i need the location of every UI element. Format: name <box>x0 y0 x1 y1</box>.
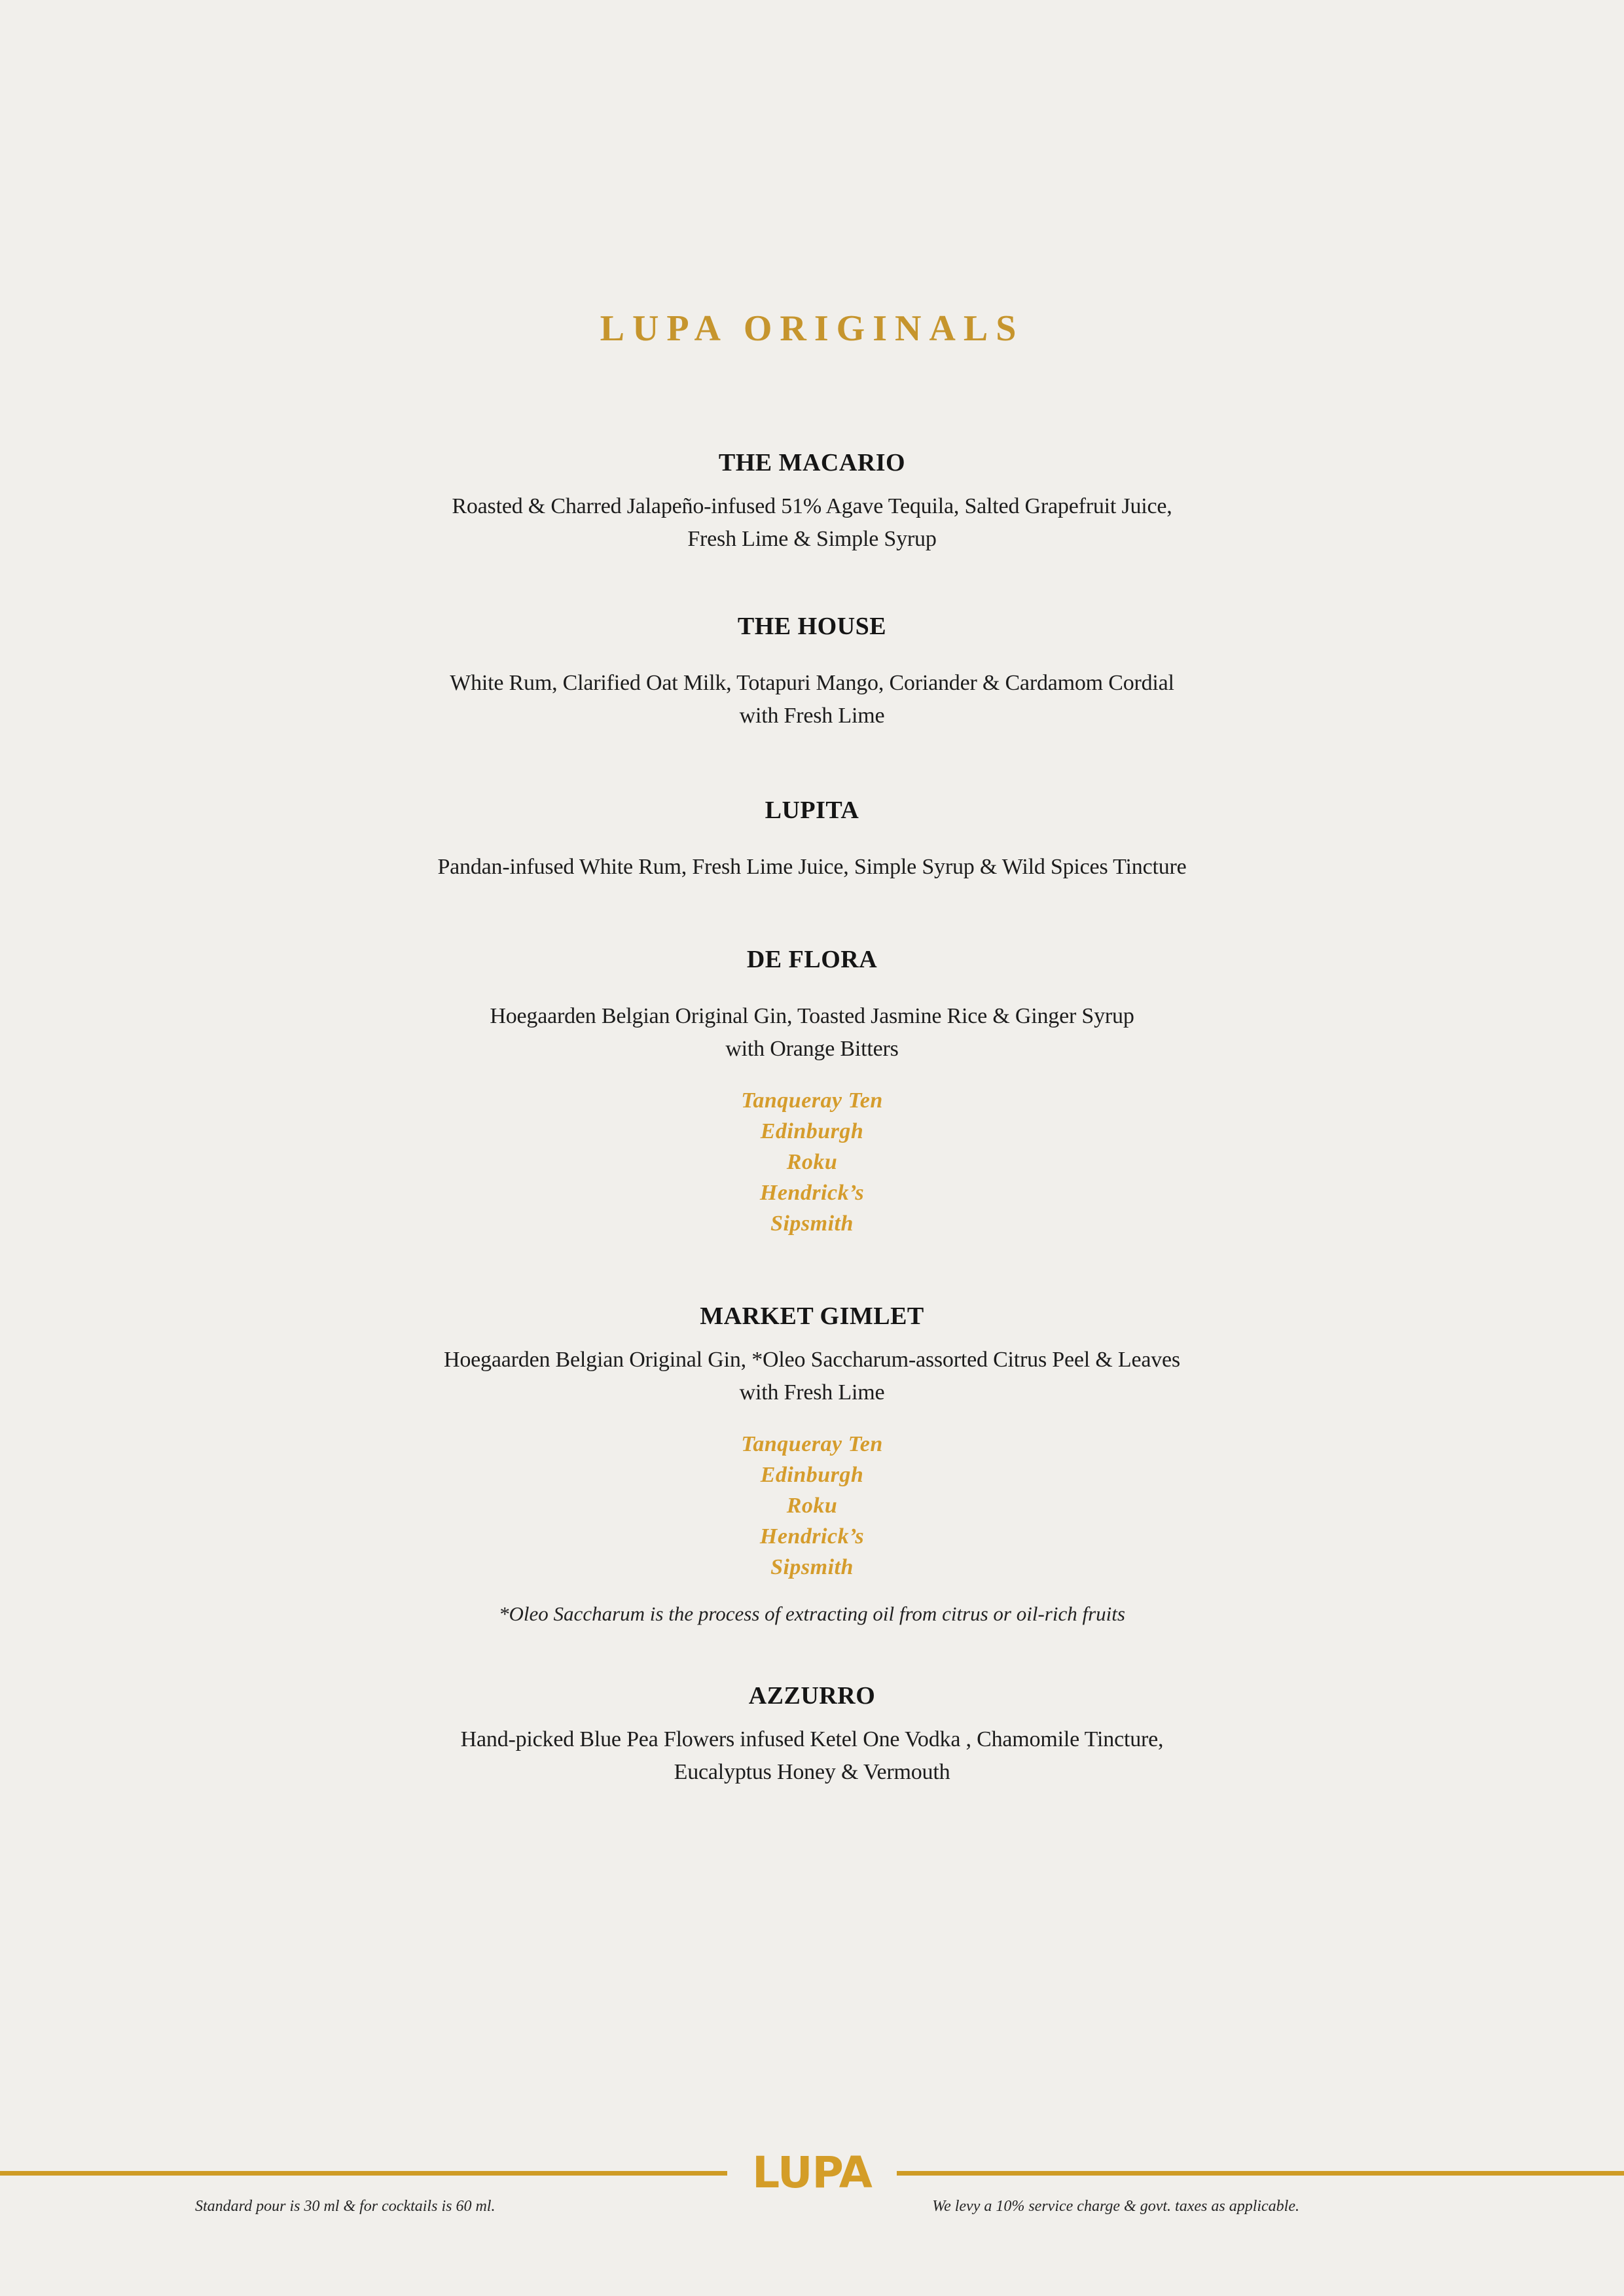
cocktail-description-line: Pandan-infused White Rum, Fresh Lime Juice, Simple Syrup & Wild Spices Tincture <box>437 855 1187 879</box>
service-charge-note: We levy a 10% service charge & govt. taxes as applicable. <box>932 2198 1299 2215</box>
cocktail-section-lupita <box>0 796 1624 884</box>
cocktail-name: DE FLORA <box>746 946 878 973</box>
lupa-logo: LUPA <box>752 2147 872 2198</box>
divider-line-left <box>0 2171 727 2176</box>
cocktail-description <box>0 851 1624 884</box>
cocktail-section-market-gimlet <box>0 1302 1624 1627</box>
gin-options-list <box>0 1085 1624 1239</box>
cocktail-description <box>0 490 1624 556</box>
gin-option: Roku <box>786 1150 838 1174</box>
gin-option: Roku <box>786 1494 838 1518</box>
cocktail-description <box>0 1000 1624 1066</box>
oleo-saccharum-footnote: *Oleo Saccharum is the process of extracting oil from citrus or oil-rich fruits <box>499 1602 1125 1625</box>
cocktail-description <box>0 1344 1624 1409</box>
cocktail-description-line: Eucalyptus Honey & Vermouth <box>674 1760 950 1784</box>
gin-option: Sipsmith <box>770 1211 854 1236</box>
cocktail-name: LUPITA <box>765 797 859 824</box>
footer-divider <box>0 2147 1624 2198</box>
cocktail-description <box>0 667 1624 732</box>
footer-notes <box>195 2198 1299 2215</box>
standard-pour-note: Standard pour is 30 ml & for cocktails is 60 ml. <box>195 2198 496 2215</box>
gin-option: Hendrick’s <box>759 1524 865 1549</box>
cocktail-description-line: White Rum, Clarified Oat Milk, Totapuri Mango, Coriander & Cardamom Cordial <box>450 671 1174 695</box>
cocktail-section-the-house <box>0 612 1624 732</box>
gin-option: Edinburgh <box>760 1119 864 1143</box>
cocktail-description-line: with Orange Bitters <box>725 1037 899 1061</box>
cocktail-description-line: Fresh Lime & Simple Syrup <box>687 527 937 551</box>
cocktail-name: MARKET GIMLET <box>700 1302 924 1330</box>
cocktail-description-line: Roasted & Charred Jalapeño-infused 51% Agave Tequila, Salted Grapefruit Juice, <box>452 494 1172 518</box>
cocktail-name: AZZURRO <box>748 1682 876 1710</box>
cocktail-description-line: Hoegaarden Belgian Original Gin, Toasted Jasmine Rice & Ginger Syrup <box>490 1004 1134 1028</box>
cocktail-section-the-macario <box>0 448 1624 556</box>
gin-option: Hendrick’s <box>759 1181 865 1205</box>
gin-option: Sipsmith <box>770 1555 854 1579</box>
cocktail-description <box>0 1723 1624 1789</box>
divider-line-right <box>897 2171 1624 2176</box>
cocktail-name: THE MACARIO <box>718 449 906 476</box>
cocktail-description-line: with Fresh Lime <box>739 1380 885 1405</box>
cocktail-description-line: Hoegaarden Belgian Original Gin, *Oleo Saccharum-assorted Citrus Peel & Leaves <box>444 1348 1180 1372</box>
cocktail-name: THE HOUSE <box>737 613 887 640</box>
cocktail-section-azzurro <box>0 1681 1624 1789</box>
gin-option: Edinburgh <box>760 1463 864 1487</box>
gin-option: Tanqueray Ten <box>741 1088 883 1113</box>
cocktail-description-line: Hand-picked Blue Pea Flowers infused Ketel One Vodka , Chamomile Tincture, <box>460 1727 1164 1751</box>
page-title: LUPA ORIGINALS <box>600 308 1024 349</box>
gin-options-list <box>0 1429 1624 1583</box>
gin-option: Tanqueray Ten <box>741 1432 883 1456</box>
cocktail-section-de-flora <box>0 945 1624 1239</box>
cocktail-description-line: with Fresh Lime <box>739 704 885 728</box>
